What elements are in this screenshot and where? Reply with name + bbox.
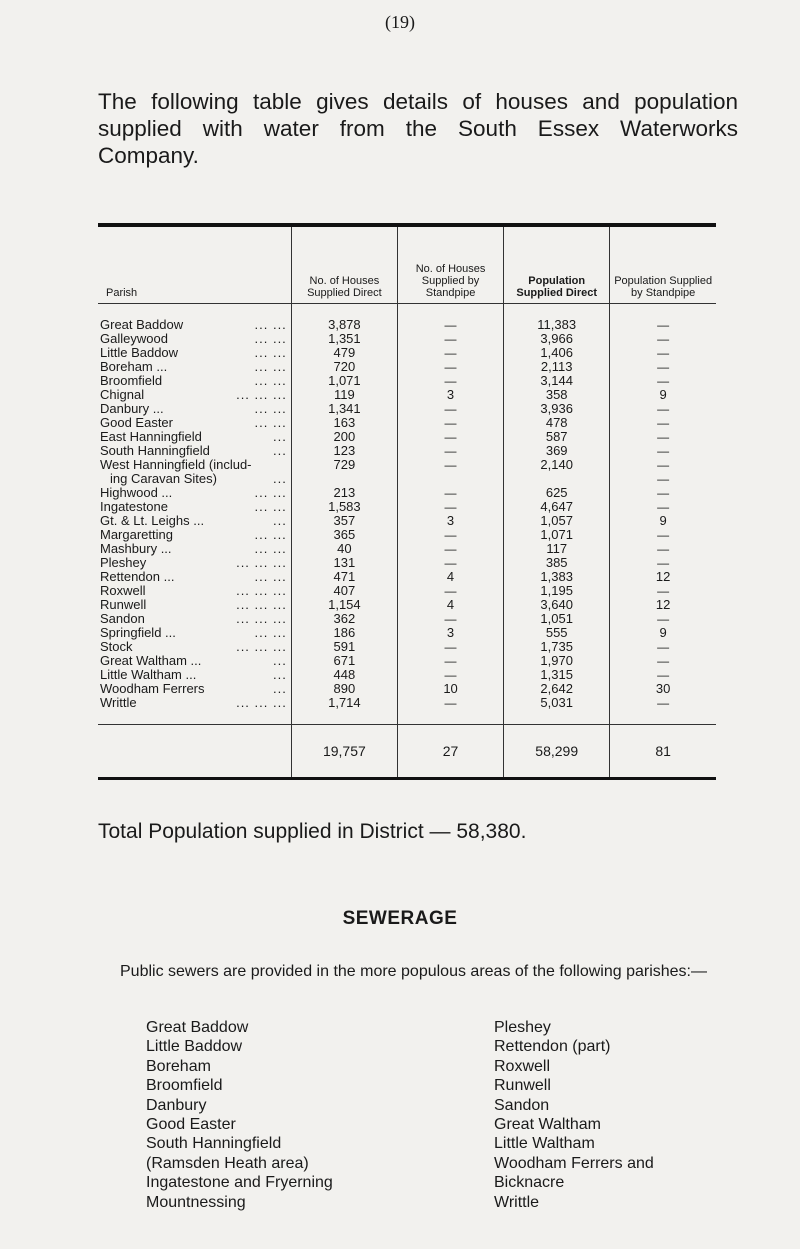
cell-pop-direct: 1,970 [504,654,610,668]
parish-cell [98,696,291,725]
leader-dots: ... ... ... [236,696,287,710]
cell-pop-standpipe: — [610,556,716,570]
cell-houses-standpipe: — [397,654,503,668]
table-row [98,304,716,333]
table-row [98,668,716,682]
cell-pop-direct: 1,315 [504,668,610,682]
parish-name: Writtle [100,696,137,710]
list-item: Rettendon (part) [494,1038,611,1056]
parish-name: Boreham ... [100,360,168,374]
cell-houses-standpipe: — [397,696,503,725]
cell-pop-direct: 4,647 [504,500,610,514]
list-item: Great Baddow [146,1019,249,1036]
parish-cell [98,458,291,472]
leader-dots: ... ... [254,374,287,388]
parish-name: Danbury ... [100,402,164,416]
cell-pop-standpipe: 9 [610,626,716,640]
table-row [98,388,716,402]
leader-dots: ... ... [254,332,287,346]
cell-houses-standpipe: 3 [397,388,503,402]
cell-pop-direct: 5,031 [504,696,610,725]
list-item: Mountnessing [146,1193,246,1211]
cell-pop-standpipe: 12 [610,598,716,612]
cell-houses-direct: 186 [291,626,397,640]
water-supply-table [98,227,716,777]
list-item: Bicknacre [494,1174,565,1192]
cell-houses-direct: 200 [291,430,397,444]
cell-houses-standpipe: — [397,640,503,654]
table-row [98,612,716,626]
cell-houses-standpipe: — [397,584,503,598]
parish-cell [98,500,291,514]
list-item: Ingatestone and Fryerning [146,1174,333,1192]
sewerage-intro: Public sewers are provided in the more populous areas of the following parishes:— [120,963,707,980]
leader-dots: ... ... [254,317,287,332]
leader-dots: ... ... [254,402,287,416]
leader-dots: ... ... ... [236,584,287,598]
cell-houses-direct: 1,583 [291,500,397,514]
cell-pop-standpipe: — [610,486,716,500]
cell-pop-standpipe: — [610,346,716,360]
parish-cell [98,332,291,346]
cell-pop-standpipe: — [610,304,716,333]
leader-dots: ... [272,444,287,458]
cell-houses-standpipe: 10 [397,682,503,696]
table-row [98,598,716,612]
cell-pop-standpipe: 9 [610,388,716,402]
cell-houses-direct: 720 [291,360,397,374]
cell-houses-direct: 671 [291,654,397,668]
parish-cell [98,346,291,360]
cell-pop-standpipe: 9 [610,514,716,528]
cell-houses-standpipe: — [397,346,503,360]
parish-name: Springfield ... [100,626,176,640]
list-item: (Ramsden Heath area) [146,1154,309,1172]
cell-houses-standpipe: — [397,416,503,430]
sewered-parishes-right-list [494,1018,654,1212]
table-row [98,626,716,640]
list-item: South Hanningfield [146,1135,282,1153]
leader-dots: ... ... [254,542,287,556]
cell-houses-direct: 213 [291,486,397,500]
parish-cell [98,528,291,542]
cell-pop-standpipe: — [610,332,716,346]
leader-dots: ... [272,654,287,668]
cell-pop-standpipe: — [610,444,716,458]
table-row [98,542,716,556]
table-row [98,444,716,458]
intro-paragraph: The following table gives details of houses and population supplied with water from the South Essex Waterworks Company. [98,89,738,168]
totals-row [98,725,716,778]
cell-pop-direct: 1,057 [504,514,610,528]
parish-name: Margaretting [100,528,173,542]
list-item: Little Baddow [146,1038,243,1056]
leader-dots: ... ... [254,626,287,640]
cell-houses-standpipe [397,472,503,486]
leader-dots: ... [272,430,287,444]
cell-pop-standpipe: — [610,500,716,514]
cell-pop-standpipe: — [610,402,716,416]
parish-cell [98,640,291,654]
parish-cell [98,486,291,500]
cell-houses-standpipe: — [397,500,503,514]
cell-pop-direct: 1,051 [504,612,610,626]
cell-pop-standpipe: — [610,654,716,668]
cell-pop-direct: 369 [504,444,610,458]
parish-cell [98,584,291,598]
list-item: Little Waltham [494,1135,595,1153]
table-row [98,374,716,388]
leader-dots: ... ... [254,486,287,500]
cell-pop-direct: 3,966 [504,332,610,346]
cell-pop-direct: 385 [504,556,610,570]
table-row [98,514,716,528]
cell-pop-direct: 587 [504,430,610,444]
cell-houses-direct: 362 [291,612,397,626]
list-item: Great Waltham [494,1116,601,1134]
cell-pop-standpipe: — [610,416,716,430]
parish-cell [98,542,291,556]
cell-houses-standpipe: — [397,458,503,472]
parish-name: ing Caravan Sites) [110,472,217,486]
parish-name: Highwood ... [100,486,173,500]
cell-houses-standpipe: — [397,430,503,444]
cell-pop-direct: 1,406 [504,346,610,360]
cell-houses-standpipe: — [397,528,503,542]
header-parish: Parish [98,227,291,304]
leader-dots: ... ... [254,360,287,374]
cell-houses-direct: 365 [291,528,397,542]
total-houses-standpipe: 27 [397,725,503,778]
parish-cell [98,612,291,626]
cell-pop-standpipe: — [610,668,716,682]
cell-houses-direct: 471 [291,570,397,584]
parish-cell [98,402,291,416]
parish-cell [98,668,291,682]
parish-name: Broomfield [100,374,163,388]
cell-pop-standpipe: — [610,542,716,556]
cell-houses-direct [291,472,397,486]
cell-pop-direct: 625 [504,486,610,500]
sewered-parishes-left-list [146,1018,333,1212]
leader-dots: ... [272,514,287,528]
cell-pop-direct [504,472,610,486]
leader-dots: ... ... [254,346,287,360]
cell-pop-direct: 1,071 [504,528,610,542]
table-header-row [98,227,716,304]
header-houses-standpipe: No. of Houses Supplied by Standpipe [397,227,503,304]
header-population-direct: Population Supplied Direct [504,227,610,304]
table-row [98,430,716,444]
cell-houses-direct: 131 [291,556,397,570]
cell-houses-standpipe: — [397,304,503,333]
leader-dots: ... [272,682,287,696]
cell-pop-direct: 2,642 [504,682,610,696]
leader-dots: ... ... [254,570,287,584]
table-row [98,458,716,472]
cell-houses-direct: 357 [291,514,397,528]
parish-cell [98,388,291,402]
cell-houses-direct: 448 [291,668,397,682]
parish-cell [98,626,291,640]
cell-pop-standpipe: — [610,472,716,486]
parish-name: Chignal [100,388,145,402]
list-item: Danbury [146,1096,207,1114]
table-row [98,570,716,584]
cell-houses-standpipe: — [397,668,503,682]
cell-houses-direct: 123 [291,444,397,458]
cell-pop-direct: 1,735 [504,640,610,654]
parish-name: Mashbury ... [100,542,172,556]
leader-dots: ... ... ... [236,556,287,570]
cell-houses-standpipe: 3 [397,626,503,640]
cell-pop-standpipe: 30 [610,682,716,696]
parish-name: Rettendon ... [100,570,175,584]
parish-cell [98,430,291,444]
cell-houses-direct: 1,341 [291,402,397,416]
cell-pop-direct: 478 [504,416,610,430]
cell-pop-standpipe: — [610,612,716,626]
cell-pop-standpipe: — [610,584,716,598]
cell-houses-standpipe: — [397,542,503,556]
leader-dots: ... ... [254,528,287,542]
parish-cell [98,598,291,612]
list-item: Roxwell [494,1057,551,1075]
cell-houses-standpipe: 4 [397,570,503,584]
cell-houses-direct: 591 [291,640,397,654]
total-population-direct: 58,299 [504,725,610,778]
cell-houses-direct: 1,351 [291,332,397,346]
parish-name: Roxwell [100,584,146,598]
cell-pop-direct: 1,383 [504,570,610,584]
parish-name: Ingatestone [100,500,168,514]
cell-pop-direct: 2,140 [504,458,610,472]
cell-houses-direct: 1,071 [291,374,397,388]
parish-cell [98,472,291,486]
cell-houses-standpipe: 4 [397,598,503,612]
cell-pop-standpipe: — [610,696,716,725]
table-row [98,346,716,360]
table-row [98,640,716,654]
cell-houses-direct: 479 [291,346,397,360]
leader-dots: ... ... ... [236,598,287,612]
table-row [98,402,716,416]
sewerage-heading: SEWERAGE [342,908,458,929]
list-item: Sandon [494,1096,550,1114]
table-row [98,654,716,668]
table-row [98,416,716,430]
parish-name: Gt. & Lt. Leighs ... [100,514,205,528]
cell-pop-direct: 3,936 [504,402,610,416]
leader-dots: ... ... ... [236,612,287,626]
total-population-standpipe: 81 [610,725,716,778]
parish-cell [98,682,291,696]
leader-dots: ... [272,472,287,486]
cell-houses-direct: 3,878 [291,304,397,333]
parish-name: Galleywood [100,332,168,346]
totals-label-cell [98,725,291,778]
parish-name: Little Baddow [100,346,179,360]
header-population-standpipe: Population Supplied by Standpipe [610,227,716,304]
cell-houses-direct: 119 [291,388,397,402]
cell-houses-standpipe: — [397,332,503,346]
header-houses-direct: No. of Houses Supplied Direct [291,227,397,304]
list-item: Pleshey [494,1019,551,1036]
cell-pop-standpipe: — [610,458,716,472]
parish-cell [98,654,291,668]
cell-pop-standpipe: — [610,528,716,542]
cell-houses-direct: 1,154 [291,598,397,612]
parish-cell [98,444,291,458]
cell-houses-direct: 890 [291,682,397,696]
parish-cell [98,360,291,374]
cell-pop-standpipe: — [610,360,716,374]
parish-cell [98,304,291,333]
leader-dots: ... ... ... [236,388,287,402]
cell-houses-standpipe: 3 [397,514,503,528]
parish-name: Little Waltham ... [100,668,197,682]
list-item: Runwell [494,1077,551,1095]
cell-houses-standpipe: — [397,444,503,458]
parish-name: Stock [100,640,133,654]
parish-name: Sandon [100,612,145,626]
parish-name: Pleshey [100,556,147,570]
cell-houses-direct: 1,714 [291,696,397,725]
table-row [98,360,716,374]
table-row [98,500,716,514]
cell-pop-standpipe: 12 [610,570,716,584]
parish-name: West Hanningfield (includ- [100,458,252,472]
table-body [98,304,716,725]
cell-houses-direct: 163 [291,416,397,430]
cell-pop-direct: 3,640 [504,598,610,612]
cell-pop-direct: 11,383 [504,304,610,333]
cell-houses-direct: 40 [291,542,397,556]
parish-cell [98,416,291,430]
parish-name: Great Baddow [100,317,184,332]
cell-houses-standpipe: — [397,612,503,626]
parish-name: Woodham Ferrers [100,682,205,696]
leader-dots: ... ... [254,416,287,430]
cell-pop-standpipe: — [610,430,716,444]
list-item: Writtle [494,1193,540,1211]
parish-name: Runwell [100,598,147,612]
table-row [98,682,716,696]
cell-pop-standpipe: — [610,640,716,654]
list-item: Broomfield [146,1077,223,1095]
table-row [98,528,716,542]
leader-dots: ... ... ... [236,640,287,654]
parish-name: Good Easter [100,416,173,430]
cell-houses-standpipe: — [397,486,503,500]
table-row [98,556,716,570]
table-row [98,472,716,486]
leader-dots: ... ... [254,500,287,514]
cell-pop-direct: 555 [504,626,610,640]
table-row [98,584,716,598]
table-row [98,332,716,346]
cell-houses-direct: 407 [291,584,397,598]
cell-pop-direct: 1,195 [504,584,610,598]
cell-pop-direct: 2,113 [504,360,610,374]
parish-name: Great Waltham ... [100,654,202,668]
cell-houses-standpipe: — [397,402,503,416]
cell-pop-direct: 3,144 [504,374,610,388]
page-number: (19) [385,12,415,32]
list-item: Boreham [146,1057,211,1075]
water-supply-table-wrapper [98,223,716,780]
parish-cell [98,514,291,528]
leader-dots: ... [272,668,287,682]
parish-cell [98,556,291,570]
cell-houses-standpipe: — [397,374,503,388]
parish-name: South Hanningfield [100,444,210,458]
total-houses-direct: 19,757 [291,725,397,778]
cell-houses-direct: 729 [291,458,397,472]
table-row [98,486,716,500]
parish-cell [98,374,291,388]
cell-houses-standpipe: — [397,556,503,570]
list-item: Woodham Ferrers and [494,1154,654,1172]
cell-pop-direct: 358 [504,388,610,402]
list-item: Good Easter [146,1116,236,1134]
parish-cell [98,570,291,584]
total-population-line: Total Population supplied in District — 58,380. [98,820,527,843]
table-row [98,696,716,725]
cell-pop-direct: 117 [504,542,610,556]
cell-pop-standpipe: — [610,374,716,388]
cell-houses-standpipe: — [397,360,503,374]
parish-name: East Hanningfield [100,430,202,444]
